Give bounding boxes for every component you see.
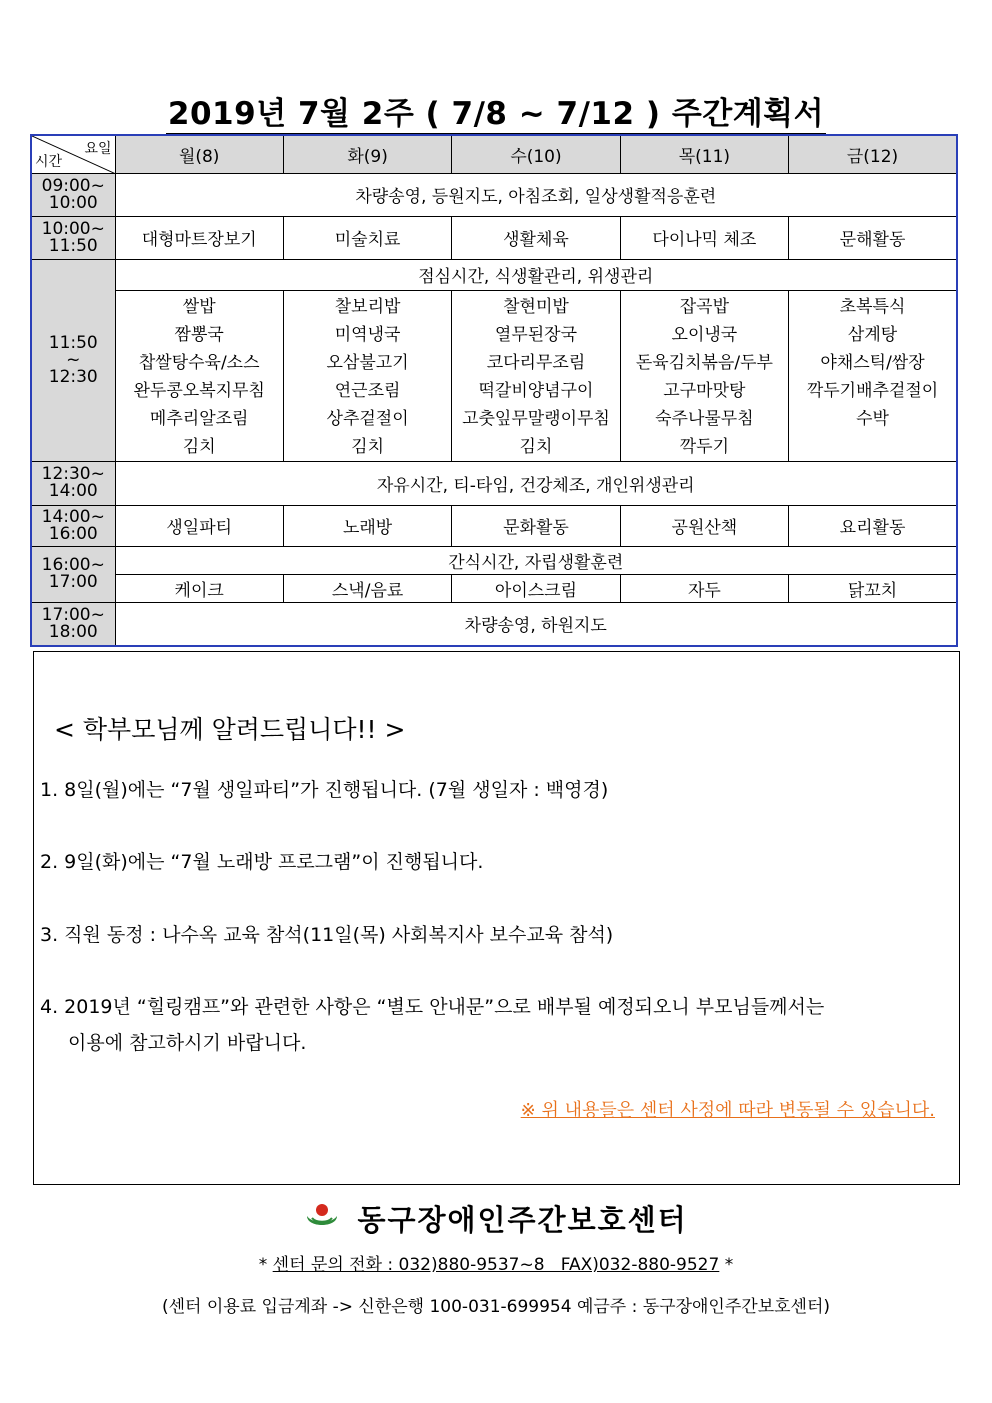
notice-heading: < 학부모님께 알려드립니다!! >: [54, 715, 406, 744]
activity-cell-mon: 생일파티: [115, 505, 283, 546]
time-cell: [31, 546, 115, 602]
activity-cell-tue: 노래방: [283, 505, 451, 546]
activity-cell-wed: 생활체육: [452, 216, 620, 259]
row-1000: [31, 216, 957, 259]
menu-item: 상추겉절이: [326, 408, 409, 429]
menu-item: 깍두기배추겉절이: [806, 380, 939, 401]
time-sep: ~: [66, 349, 81, 370]
menu-item: 열무된장국: [494, 324, 578, 345]
change-notice: ※ 위 내용들은 센터 사정에 따라 변동될 수 있습니다.: [520, 1100, 935, 1121]
snack-cell-fri: 닭꼬치: [789, 574, 957, 602]
row-1230: [31, 461, 957, 505]
time-end: 16:00: [48, 523, 98, 544]
row-1600-snacks: [31, 574, 957, 602]
activity-cell: 차량송영, 하원지도: [115, 602, 957, 646]
center-logo-icon: [304, 1202, 340, 1236]
footer-bank-account: (센터 이용료 입금계좌 -> 신한은행 100-031-699954 예금주 : 동구장애인주간보호센터): [161, 1297, 831, 1317]
menu-item: 미역냉국: [334, 324, 401, 345]
footer-organization: [0, 1198, 992, 1239]
menu-cell-fri: [789, 290, 957, 461]
header-row: [31, 135, 957, 173]
notice-item-4-cont: 이용에 참고하시기 바랍니다.: [68, 1032, 307, 1054]
page-title-text: 2019년 7월 2주 ( 7/8 ~ 7/12 ) 주간계획서: [166, 96, 826, 135]
page-title: [0, 88, 992, 133]
menu-item: 잡곡밥: [679, 296, 729, 317]
menu-item: 오삼불고기: [326, 352, 409, 373]
time-start: 14:00~: [41, 506, 105, 527]
row-1150-menu: [31, 290, 957, 461]
activity-cell: 자유시간, 티-타임, 건강체조, 개인위생관리: [115, 461, 957, 505]
time-cell: [31, 602, 115, 646]
notice-box: [33, 651, 960, 1185]
menu-item: 메추리알조림: [149, 408, 249, 429]
footer-contact: [0, 1250, 992, 1275]
activity-cell: 차량송영, 등원지도, 아침조회, 일상생활적응훈련: [115, 173, 957, 216]
time-cell: [31, 461, 115, 505]
row-0900: [31, 173, 957, 216]
time-start: 16:00~: [41, 555, 105, 575]
time-end: 12:30: [48, 366, 98, 387]
star-right: *: [724, 1255, 734, 1275]
menu-cell-mon: [115, 290, 283, 461]
corner-time-label: 시간: [35, 153, 63, 170]
time-cell: [31, 173, 115, 216]
menu-item: 찹쌀탕수육/소스: [138, 352, 260, 373]
notice-item-1: 1. 8일(월)에는 “7월 생일파티”가 진행됩니다. (7월 생일자 : 백영경): [40, 779, 609, 801]
weekly-schedule-table: [30, 134, 958, 647]
menu-cell-thu: [620, 290, 788, 461]
menu-item: 수박: [856, 408, 889, 429]
time-end: 14:00: [48, 481, 98, 501]
time-cell: [31, 505, 115, 546]
day-header-wed: 수(10): [452, 135, 620, 173]
snack-activity-cell: 간식시간, 자립생활훈련: [115, 546, 957, 574]
menu-item: 돈육김치볶음/두부: [635, 352, 773, 373]
menu-item: 쌀밥: [182, 296, 216, 317]
time-cell: [31, 216, 115, 259]
menu-item: 찰보리밥: [334, 296, 401, 317]
menu-item: 야채스틱/쌈장: [820, 352, 925, 373]
time-end: 11:50: [48, 235, 98, 256]
menu-item: 찰현미밥: [503, 296, 569, 317]
time-start: 12:30~: [41, 464, 105, 484]
menu-item: 김치: [351, 436, 385, 457]
menu-cell-wed: [452, 290, 620, 461]
row-1700: [31, 602, 957, 646]
day-header-thu: 목(11): [620, 135, 788, 173]
corner-day-label: 요일: [84, 141, 112, 157]
day-header-fri: 금(12): [789, 135, 957, 173]
menu-item: 떡갈비양념구이: [478, 380, 594, 401]
lunch-activity-cell: 점심시간, 식생활관리, 위생관리: [115, 259, 957, 290]
time-start: 17:00~: [41, 604, 105, 625]
row-1600-header: [31, 546, 957, 574]
activity-cell-mon: 대형마트장보기: [115, 216, 283, 259]
activity-cell-fri: 문해활동: [789, 216, 957, 259]
menu-item: 짬뽕국: [174, 324, 224, 345]
time-end: 10:00: [48, 192, 98, 213]
time-end: 17:00: [48, 572, 98, 592]
menu-item: 연근조림: [334, 380, 401, 401]
contact-phone: 센터 문의 전화 : 032)880-9537~8 FAX)032-880-9527: [272, 1255, 720, 1275]
menu-item: 코다리무조림: [486, 352, 586, 373]
menu-item: 오이냉국: [671, 324, 738, 345]
menu-item: 깍두기: [679, 436, 729, 457]
snack-cell-wed: 아이스크림: [452, 574, 620, 602]
snack-cell-tue: 스낵/음료: [283, 574, 451, 602]
row-1150-header: [31, 259, 957, 290]
menu-item: 김치: [182, 436, 216, 457]
day-header-mon: 월(8): [115, 135, 283, 173]
menu-item: 김치: [519, 436, 553, 457]
activity-cell-thu: 다이나믹 체조: [620, 216, 788, 259]
corner-cell: [31, 135, 115, 173]
menu-item: 숙주나물무침: [655, 408, 754, 429]
menu-item: 고구마맛탕: [663, 380, 746, 401]
notice-item-4: 4. 2019년 “힐링캠프”와 관련한 사항은 “별도 안내문”으로 배부될 예정되오니 부모님들께서는: [40, 996, 825, 1018]
time-start: 09:00~: [41, 175, 105, 196]
menu-cell-tue: [283, 290, 451, 461]
star-left: *: [258, 1255, 268, 1275]
notice-item-3: 3. 직원 동정 : 나수옥 교육 참석(11일(목) 사회복지사 보수교육 참석): [40, 924, 614, 946]
time-start: 11:50: [48, 332, 98, 353]
activity-cell-wed: 문화활동: [452, 505, 620, 546]
row-1400: [31, 505, 957, 546]
menu-item: 삼계탕: [847, 324, 898, 345]
snack-cell-mon: 케이크: [115, 574, 283, 602]
menu-item: 고춧잎무말랭이무침: [462, 408, 610, 429]
day-header-tue: 화(9): [283, 135, 451, 173]
menu-item: 초복특식: [839, 296, 906, 317]
menu-item: 완두콩오복지무침: [133, 380, 265, 401]
activity-cell-thu: 공원산책: [620, 505, 788, 546]
notice-item-2: 2. 9일(화)에는 “7월 노래방 프로그램”이 진행됩니다.: [40, 851, 484, 873]
organization-name: 동구장애인주간보호센터: [357, 1203, 688, 1237]
time-start: 10:00~: [41, 218, 105, 239]
activity-cell-fri: 요리활동: [789, 505, 957, 546]
activity-cell-tue: 미술치료: [283, 216, 451, 259]
snack-cell-thu: 자두: [620, 574, 788, 602]
time-end: 18:00: [48, 621, 98, 642]
time-cell: [31, 259, 115, 461]
